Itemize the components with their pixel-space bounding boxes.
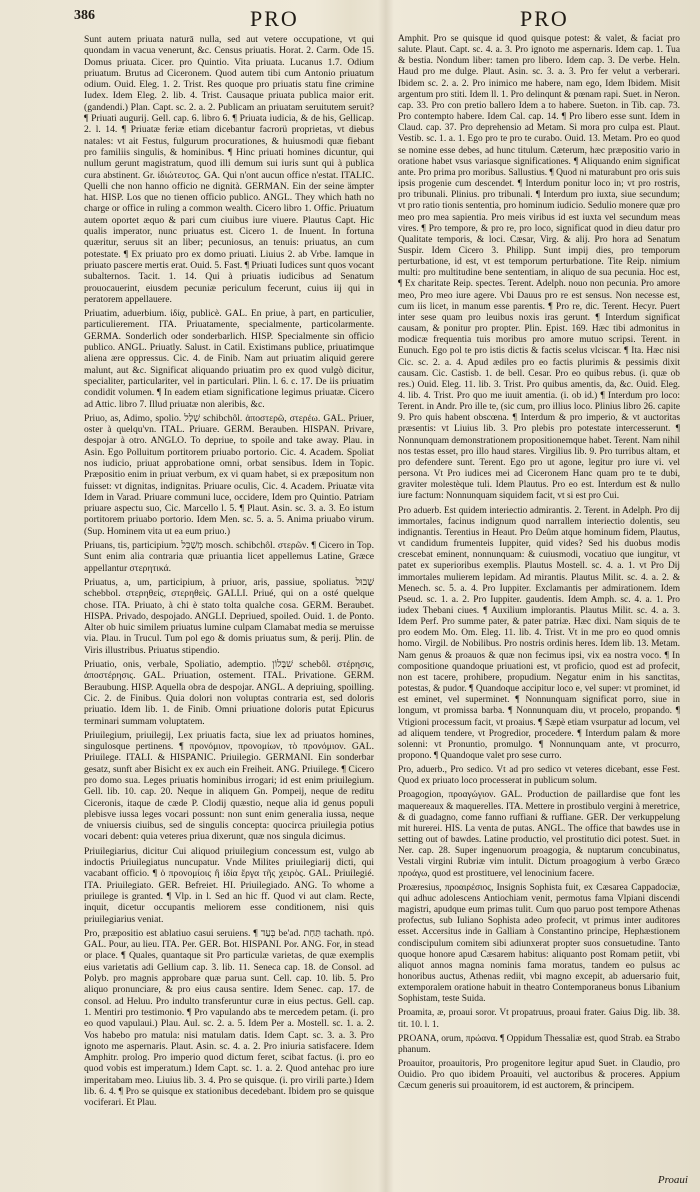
page-number: 386	[74, 8, 95, 23]
dictionary-entry: Priuo, as, Adimo, spolio. שָׁלַל schibchôl. ἀποστερῶ, στερέω. GAL. Priuer, oster à quelqu'vn. ITAL. Priuare. GERM. Berauben. HISPAN. Privare, despojar à otro. ANGLO. To depriue, to spoile and take away. Plau. in Asin. Ego Polluitum portitorem priuabo portorio. Cic. 4. Academ. Spoliat nos iudicio, priuat approbatione omni, orbat sensibus. Idem in Topic. Præpositio enim in priuat verbum, ex vi quam habet, si ex præpositum non fuisset: vt dignitas, indignitas. Priuare oculis, Cic. 4. Academ. Priuatæ vita Idem in Varad. Priuare communi luce, occidere, Idem pro Quintio. Patriam priuare aspectu suo, Cic. Marcello l. 5. ¶ Plaut. Asin. sc. 3. a. 3. Eo istum portitorem priuabo portorio. Idem Men. sc. 5. a. 5. Anima priuabo virum. (Sup. Hominem vita ut ea eum priuo.)	[84, 412, 375, 537]
dictionary-entry: Priuatim, aduerbium. ἰδίᾳ, publicè. GAL. En priue, à part, en particulier, particulierement. ITA. Priuatamente, specialmente, particolarmente. GERMA. Sonderlich oder sonderbarlich. HISP. Specialmente sin officio publico. ANGL. Priuatly. Salust. in Catil. Existimans publice, priuatimque aliena ære oppressus. Cic. 4. de Finib. Nam aut priuatim aliquid gerere malunt, aut &c. Significat aliquando priuatim pro ex quod vulgò dicitur, specialiter, particulariter, vel in particulari. Plin. l. 6. c. 17. De iis priuatim condidit volumen. ¶ In eadem etiam significatione legimus priuatæ. Cicero ad Attic. libro 7. Illud priuatæ non aleribis, &c.	[84, 308, 374, 410]
dictionary-entry: Proauitor, proauitoris, Pro progenitore legitur apud Suet. in Claudio, pro Ouidio. Pro quo ibidem Proauiti, vel auctoribus & proceres. Appium Cæcum generis sui proauitorem, id est auctorem, & principem.	[398, 1059, 680, 1092]
dictionary-entry: Pro, aduerb., Pro sedico. Vt ad pro sedico vt veteres dicebant, esse Fest. Quod ex priuato loco processerat in publicum solum.	[398, 765, 680, 787]
dictionary-entry: Pro, præpositio est ablatiuo casui seruiens. ¶ בְּעַד be'ad. תַּחַת tachath. πρό. GAL. Pour, au lieu. ITA. Per. GER. Bot. HISPANI. Por. ANG. For, in stead or place. ¶ Quales, quantaque sit Pro particulæ varietas, de quæ exemplis eius varietatis adi Gellium cap. 3. lib. 11. Seneca cap. 18. de Consol. ad Polyb. pro magnis approbare quæ parua sunt. Cell. cap. 10. lib. 5. Pro aliquo pronunciare, & pro eius causa sentire. Idem Senec. cap. 17. de consol. ad Heluu. Pro indulto transferuntur curæ in eius pectus. Gell. cap. 1. Mentiri pro testimonio. ¶ Pro vapulando abs te mercedem petam. (i. pro eo quod vapulaui.) Plau. Aul. sc. 2. a. 5. Idem Per a. Mostell. sc. 1. a. 2. Vos habebo pro matula: nisi matulam datis. Idem Capt. sc. 3. a. 3. Pro ignoto me aspernaris. Plaut. Asin. sc. 4. a. 2. Pro iniuria satisfacere. Idem Amphitr. prolog. Pro imperio quod dictum feret, scibat factus. (i. pro eo quod vobis est imperatum.) Idem Capt. sc. 1. a. 2. Quod antehac pro iure imperitabam meo. Liuius lib. 3. 4. Pro se quisque. (i. pro virili parte.) Idem lib. 6. 4. ¶ Pro se quisque ex stationibus decedebant. Ibidem pro se quisque vociferari. Et Plau.	[84, 927, 374, 1109]
dictionary-entry: Proagogion, προαγώγιον. GAL. Production de paillardise que font les maquereaux & maquerelles. ITA. Mettere in prostibulo vergini à meretrice, & di guadagno, come fanno ruffiani & ruffiane. GER. Der verkuppelung mit hurerei. HIS. La venta de putas. ANGL. The office that bawdes use in setting out of bawdes. Latine productio, vel prostitutio dici potest. Suet. in Ner. cap. 28. Super ingenuorum proagogia, & nuptarum concubinatus, Vestali virgini Rubriæ vim intulit. Dictum proagogium à verbo Græco προάγω, quod est prostituere, vel lenocinium facere.	[398, 790, 680, 879]
dictionary-entry: Priuilegium, priuilegij, Lex priuatis facta, siue lex ad priuatos homines, singulosque pertinens. ¶ προνόμιον, προνομίων, τὸ προνόμιον. GAL. Priuilege. ITALI. & HISPANIC. Priuilegio. GERMANI. Ein sonderbar gesatz, sunft aber Bisicht ex ex auch ein Freiheit. ANG. Priuilege. ¶ Cicero pro domo sua. Leges priuatis hominibus irrogari; id est enim priuilegium. Gell. lib. 10. cap. 20. Neque in aliquem Gn. Pompeij, neque de reditu Ciceronis, itaque de cæde P. Clodij quæstio, neque alia id genus populi plebisve iussa leges vocari possunt: non sunt enim generalia iussa, neque de vniuersis ciuibus, sed de singulis concepta: quocirca priuilegia potius vocari debent: quia veteres priua dixerunt, quæ nos singula dicimus.	[84, 729, 374, 843]
dictionary-entry: Proamita, æ, proaui soror. Vt propatruus, proaui frater. Gaius Dig. lib. 38. tit. 10. l. 1.	[398, 1008, 680, 1030]
running-head-left: PRO	[250, 6, 299, 31]
column-gutter	[378, 0, 394, 1192]
dictionary-entry: Proæresius, προαιρέσιος, Insignis Sophista fuit, ex Cæsarea Cappadociæ, qui adhuc adolescens Antiochiam venit, permotus fama Vlpiani discendi magistri, apudque eum primas tulit. Cum quo paruo post tempore Athenas profectus, sub Iuliano Sophista adeo profecit, vt primus inter auditores esset. Accersitus inde in Galliam à Constantino principe, Hephæstionem condiscipulum comitem sibi adiunxerat propter suos consuetudine. Tanto quoque honore apud Cæsarem habitus: aliquanto post Romam petiit, vbi aliquot annos magna nominis fama moratus, tandem eo pulsus ac honoribus auctus, Athenas rediit, vbi magno excepit, ab aduersario fuit, extemporalem oratione habuit in theatro Contemporaneus bonus Libanium Sophistam, teste Suida.	[398, 882, 680, 1005]
running-head-right: PRO	[520, 6, 569, 31]
dictionary-entry: Pro aduerb. Est quidem interiectio admirantis. 2. Terent. in Adelph. Pro dij immortales, facinus indignum quod narrallem interiectio dolentis, seu indignantis. Terentius in Heaut. Pro Deûm atque hominum fidem, Plautus, vt candidum frumenteis Iuppiter, quid vides? Sed his duobus modis crescebat eminent, nonnunquam: & cuiusmodi, vocatiuo que iungitur, vt patet ex superioribus exemplis. Plautus Mostell. sc. 4. a. 1. vt Pro Dij immortales mulierem lepidam. Ad mirantis. Plautus Milit. sc. 4. a. 2. & Menech. sc. 5. a. 4. Pro Iuppiter. Exclamantis per admirationem. Idem Pseud. sc. 1. a. 2. Pro Iuppiter. gaudentis. Idem Amph. sc. 4. a. 1. Pro iudex Thebani ciues. ¶ Auxilium implorantis. Plautus Milit. sc. 4. a. 3. Idem Perf. Pro summe pater, & pater patriæ. Hæc dixi. Nam siquis de te pro eodem Mo. Om. Eleg. 11. lib. 4. Trist. Vt in me pro eo quod omnis homo. Virgil. de Nobilibus. Pro nostris ordinis heres. Idem lib. 13. Metam. Nam genus & proauos & quæ non fecimus ipsi, vix ea nostra voco. ¶ In compositione quandoque priuationi est, vt proficio, quod est ad profecit, non est tacere, prohibere, propudium. Negatur enim in his sanctitas, potestas, & pudor. ¶ Quandoque accipitur loco e, vel super: vt prominet, id est eminet, vel superminet. ¶ Nonnunquam significat porro, siue in longum, vt promissa barba. ¶ Nonnunquam diu, vt procelo, propando. ¶ Vtigioni processum facit, vt proaius. ¶ Sæpè etiam vsurpatur ad locum, vel ad aliquem tendere, vt Progredior, procedere. ¶ Interdum palam & more solenni: vt Pronuntio, promulgo. ¶ Nonnunquam ante, vt procurro, propono. ¶ Quandoque valet pro sese curro.	[398, 505, 680, 761]
dictionary-entry: Sunt autem priuata naturā nulla, sed aut vetere occupatione, vt qui quondam in vacua venerunt, &c. Census priuatis. Horat. 2. Carm. Ode 15. Domus priuata. Cicer. pro Quintio. Vita priuata. Lucanus 1.7. Odium priuatum. Brutus ad Ciceronem. Quod autem tibi cum Antonio priuatum odium. Ouid. Eleg. 1. 2. Trist. Res quoque pro priuatis statu fine crimine Iudex. Idem Eleg. 2. lib. 4. Trist. Causaque priuata publica maior erit. (gandendi.) Plan. Capt. sc. 2. a. 2. Publicam an priuatam seruitutem seruit? ¶ Priuati augurij. Gell. cap. 6. libro 6. ¶ Priuata iudicia, & de his, Gellicap. 2. l. 14. ¶ Priuatæ feriæ etiam dicebantur facrorü proprietas, vt diebus natales: vt ait Festus, fulgurum procurationes, & huiusmodi quæ fiebant pro familiis singulis, & hominibus. ¶ Hinc priuati homines dicuntur, qui nullum gerunt magistratum, quod illi demum sui iuris sunt qui à publica cura abstinent. Gr. ἰδιώτευτος. GA. Qui n'ont aucun office n'estat. ITALIC. Quelli che non hanno officio ne dignità. GERMAN. Ein der seine ämpter hat. HISP. Los que no tienen officio publico. ANGL. They which hath no charge or office in ruling a common wealth. Cicero libro 1. Offic. Priuatum autem oportet æquo & pari cum ciuibus iure viuere. Plautus Capt. Hic qualis imperator, nunc priuatus est. Cicero 1. de Inuent. In fortuna quæritur, seruus sit an liber; pecuniosus, an tenuis: priuatus, an cum potestate. ¶ Ex priuato pro ex domo priuati. Liuius 2. ab Vrbe. Iamque in priuato pascere mertis erat. Ouid. 5. Fast. ¶ Priuati Iudices sunt quos vocant subalternos. Tacit. 1. 14. Qui à priuatis iudicibus ad Senatum prouocauerint, eiusdem pecuniæ periculum fecerunt, cuius iij qui in peratorem appellauere.	[84, 34, 374, 305]
dictionary-entry: Priuans, tis, participium. מְשַׁכֵּל mosch. schibchôl. στερῶν. ¶ Cicero in Top. Sunt enim alia contraria quæ priuantia licet appellemus Latine, Græce appellantur στερητικά.	[84, 540, 374, 574]
dictionary-entry: PROANA, orum, πρώανα. ¶ Oppidum Thessaliæ est, quod Strab. ea Strabo phanum.	[398, 1033, 680, 1055]
left-column	[84, 34, 374, 1112]
dictionary-entry: Priuatio, onis, verbale, Spoliatio, ademptio. שִׁבָּלוֹן schebôl. στέρησις, ἀποστέρησις. GAL. Priuation, ostement. ITAL. Privatione. GERM. Beraubung. HISP. Aquella obra de despojar. ANGL. A depriuing, spoilling. Cic. 2. de Finibus. Quia dolori non voluptas contraria est, sed doloris priuatio. Idem lib. 1. de Finib. Omni priuatione doloris putat Epicurus terminari summam voluptatem.	[84, 659, 374, 727]
dictionary-entry: Priuilegiarius, dicitur Cui aliquod priuilegium concessum est, vulgo ab indoctis Priuilegiatus nuncupatur. Vnde Milites priuilegiarij dicti, qui vacabant officio. ¶ ὁ προνομίοις ἢ ἰδία ἔργα τῆς χειρὸς. GAL. Priuilegié. ITA. Priuilegiato. GER. Befreiet. HI. Priuilegiado. ANG. To whome a priuilege is granted. ¶ Vlp. in l. Sed an hic ff. Quod vi aut clam. Recte, inquit, dicetur occupantis meliorem esse conditionem, nisi quis priuilegiarius veniat.	[84, 845, 374, 925]
page-header	[0, 6, 700, 32]
dictionary-entry: Amphit. Pro se quisque id quod quisque potest: & valet, & faciat pro salute. Plaut. Capt. sc. 4. a. 3. Pro ignoto me aspernaris. Idem cap. 1. Tua & bestia. Nondum liber: tamen pro libero. Idem cap. 3. De verbe. Heln. Haud pro me dulge. Plaut. Asin. sc. 3. a. 3. Pro fer velut a verberari. Ibidem sc. 2. a. 2. Pro inimico me habere, nam ego, Idem Ibidem. Misit argentum pro stiti. Idem ll. 1. Pro delinqunt & pœnam rapi. Suet. in Neron. cap. 33. Pro con pretio ballero Idem a to habere. Sueton. in Tib. cap. 73. Pro contempto habere. Idem Cal. cap. 14. ¶ Pro libero esse sunt. Idem in Claud. cap. 37. Pro deprehensio ad Metam. Si mora pro culpa est. Plaut. Vestib. sc. 1. a. 1. Ego pro te pro te curabo. Ouid. 13. Metam. Pro eo quod se nomine esse debes, ad hunc titulum. Cæterum, hæc præpositio vario in oratione habet vsus variasque significationes. ¶ Aliquando enim significat ante. Pro prima pro moribus. Sallustius. ¶ Quod ni maturabunt pro oris suis ipsis progenie cum descendet. ¶ Interdum ponitur loco in; vt pro rostris, pro tribunali. Plinius. pro tribunali. ¶ Interdum pro iuxta, siue secundum; vt pro ratio tionis sententia, pro hominum iudicio. Sedulio monere quæ pro meo pro mea sapientia. Pro meis viribus id est iuxta vel secundum meas vires. ¶ Pro tempore, & pro re, pro loco, significat quod in dieu datur pro Qualitate temporis, & loci. Cæsar, Virg. & alij. Pro hora ad Senatum Suspir. Idem Cicero 3. Philipp. Sunt impij dies, pro temporum perturbatione, id est, vt est temporum perturbatione. Tite Reip. nimium multi: pro multitudine bene sententiam, in aliquo de sua pecunia. Hoc est, ¶ Ex charitate Reip. spectes. Terent. Adelph. nouo non pecunia. Pro amore meo, Pro meo iure agere. Vbi Dauus pro re est sensus. Non necesse est, cum iis licet, in manum esse parentis. ¶ Pro re, dic. Terent. Hecyr. Puert inter sese quam pro leuibus noxis iras gerunt. ¶ Interdum significat causam, & ponitur pro propter. Plin. Epist. 169. Hæc tibi admonitus in modicæ frequentia tuis moribus pro amore mutuo scripsi. Terent. in Eunuch. Ego pol te pro istis dictis & factis scelus vlciscar. ¶ Ita. Hæc nisi Cic. sc. 2. a. 4. Apud ædiles pro eo factis plurimis & pessimis dixit causam. Cic. Castisb. 1. de bell. Cesar. Pro eo quibus rebus. (i. quæ ob res.) Ouid. Eleg. 11. lib. 3. Trist. Pro quibus amentis, da, &c. Ouid. Eleg. 4. lib. 4. Trist. Pro quo me iuuit amentia. (i. ob id.) ¶ Interdum pro loco: Terent. in Andr. Pro ille te, (sic cum, pro illius loco. Plinius libro 26. capite 9. Pro quis habent obscœna. ¶ Interdum & pro imperio, & vt auctoritas præsentis: vt Liuius lib. 3. Pro plebis pro potestate intercesserunt. ¶ Nonnunquam demonstrationem propositionemque habet. Terent. Nam nihil nos testas esset, pro illo haud stares. Virgilius lib. 9. Pro turribus altam, et pro defendere sunt. Terent. Ego pro ut agone, legitur pro iure vi. vel persona. Vt Pro iudices mei ad Ciceronem Hanc quam pro te te dubi, graviter molestèque tuli. Idem Plautus. Pro eo est. Interdum est & nullo iure factum: Nonnunquam siquidem facit, vt si est pro Cui.	[398, 34, 680, 502]
catchword: Proaui	[657, 1174, 688, 1186]
right-column	[398, 34, 680, 1096]
dictionary-entry: Priuatus, a, um, participium, à priuor, aris, passiue, spoliatus. שָׁבוּל schebbol. στερηθείς, στερηθεὶς. GALLI. Priué, qui on a osté quelque chose. ITA. Priuato, à chi è stato tolta qualche cosa. GERM. Beraubet. HISPA. Privado, despojado. ANGLI. Depriued, spoiled. Ouid. 1. de Ponto. Alter ob huic similem priuatus lumine culpam Clamabat media se meruisse via. Plau. in Trucul. Tum pol ego & domis priuatus sum, & perij. Plin. de Viris illustribus. Priuatus stipendio.	[84, 576, 374, 656]
